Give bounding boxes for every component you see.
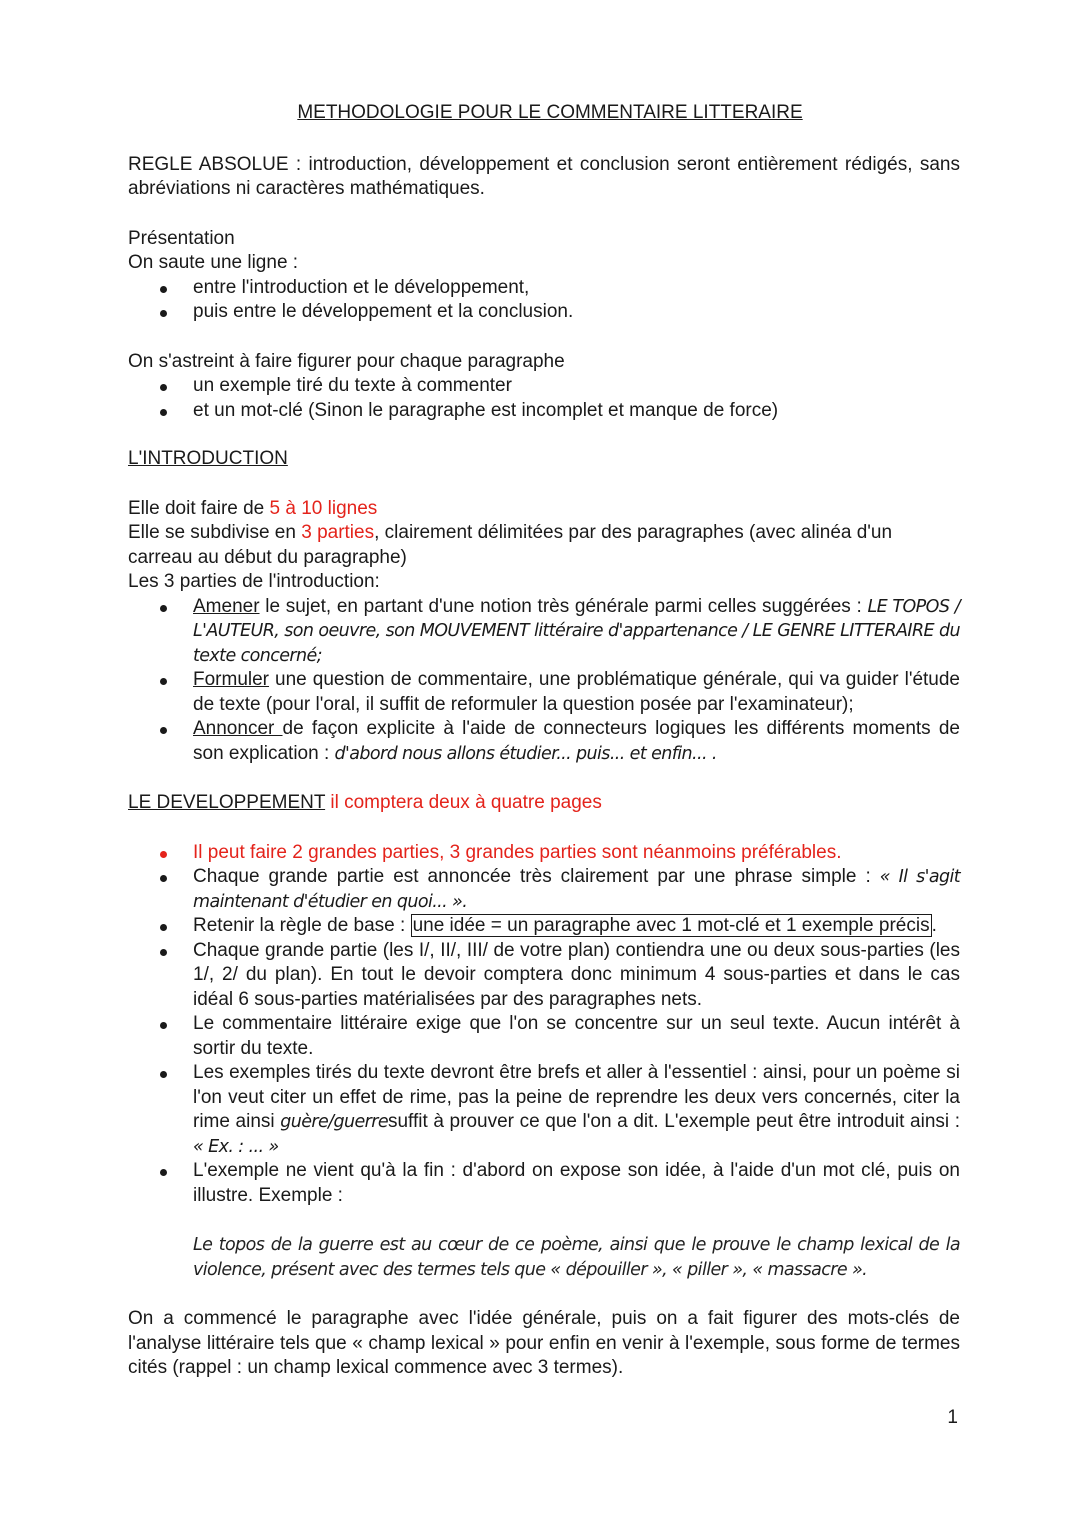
amener-keyword: Amener [193,595,260,617]
intro-parts-highlight: 3 parties [301,522,375,543]
list-item: entre l'introduction et le développement, [128,276,960,301]
presentation-list [128,276,960,325]
item-text: Les exemples tirés du texte devront être brefs et aller à l'essentiel : ainsi, pour un poème si l'on veut citer un effet de rime, pas la peine de reprendre les deux vers concernés, citer la rime ainsi [193,1062,960,1132]
list-item: puis entre le développement et la conclusion. [128,300,960,325]
list-item-amener [128,595,960,669]
regle-absolue-paragraph [128,153,960,202]
intro-line-length [128,497,960,522]
amener-text: le sujet, en partant d'une notion très générale parmi celles suggérées : [259,595,868,617]
example-paragraph: Le topos de la guerre est au cœur de ce poème, ainsi que le prouve le champ lexical de la violence, présent avec des termes tels que « dépouiller », « piller », « massacre ». [193,1235,960,1280]
list-item-formuler [128,668,960,717]
developpement-length: il comptera deux à quatre pages [325,792,602,813]
intro-parts-rest: , clairement délimitées par des paragraphes (avec alinéa d'un carreau au début du paragraphe) [128,522,893,568]
developpement-list [128,841,960,1209]
regle-text: : introduction, développement et conclusion seront entièrement rédigés, sans abréviations ni caractères mathématiques. [128,153,961,199]
item-text: suffit à prouver ce que l'on a dit. L'exemple peut être introduit ainsi : [387,1111,960,1132]
astreint-list [128,374,960,423]
page-title: METHODOLOGIE POUR LE COMMENTAIRE LITTERAIRE [297,102,803,123]
page-number: 1 [947,1407,958,1428]
presentation-heading: Présentation [128,227,235,249]
annoncer-example: d'abord nous allons étudier... puis... et enfin... . [334,743,717,764]
list-item [128,1061,960,1159]
list-item-annoncer [128,717,960,766]
item-text: . [931,915,937,936]
astreint-paragraph: On s'astreint à faire figurer pour chaque paragraphe [128,350,565,372]
list-item: L'exemple ne vient qu'à la fin : d'abord on expose son idée, à l'aide d'un mot clé, puis on illustre. Exemple : [128,1159,960,1208]
formuler-text: une question de commentaire, une problématique générale, qui va guider l'étude de texte (pour l'oral, il suffit de reformuler la question posée par l'examinateur); [193,669,960,715]
list-item: un exemple tiré du texte à commenter [128,374,960,399]
developpement-heading: LE DEVELOPPEMENT [128,792,326,813]
presentation-intro: On saute une ligne : [128,252,299,273]
intro-length-text: Elle doit faire de [128,497,270,519]
item-quote: « Il s'agit maintenant d'étudier en quoi... ». [193,867,960,912]
amener-examples: LE TOPOS / L'AUTEUR, son oeuvre, son MOUVEMENT littéraire d'appartenance / LE GENRE LITTERAIRE du texte concerné; [193,596,960,666]
formuler-keyword: Formuler [193,669,270,690]
item-text: Chaque grande partie est annoncée très clairement par une phrase simple : [193,866,880,887]
list-item: Il peut faire 2 grandes parties, 3 grandes parties sont néanmoins préférables. [128,841,960,866]
annoncer-keyword: Annoncer [193,718,283,739]
list-item: et un mot-clé (Sinon le paragraphe est incomplet et manque de force) [128,399,960,424]
intro-parts-text: Elle se subdivise en [128,522,302,543]
rhyme-example: guère/guerre [280,1112,388,1132]
list-item [128,865,960,914]
item-text: Retenir la règle de base : [193,915,411,936]
intro-parts-label: Les 3 parties de l'introduction: [128,571,380,592]
annoncer-text: de façon explicite à l'aide de connecteurs logiques les différents moments de son explication : [193,718,960,764]
list-item [128,914,960,939]
intro-parts-list [128,595,960,767]
document-content [128,101,960,1381]
regle-label: REGLE ABSOLUE [128,153,289,175]
introduction-heading: L'INTRODUCTION [128,448,288,469]
rule-box: une idée = un paragraphe avec 1 mot-clé et 1 exemple précis [412,915,930,936]
developpement-heading-line [128,791,960,816]
intro-length-highlight: 5 à 10 lignes [269,497,378,519]
explanation-paragraph: On a commencé le paragraphe avec l'idée générale, puis on a fait figurer des mots-clés de l'analyse littéraire tels que « champ lexical » pour enfin en venir à l'exemple, sous forme de termes cités (rappel : un champ lexical commence avec 3 termes). [128,1308,960,1378]
list-item: Le commentaire littéraire exige que l'on se concentre sur un seul texte. Aucun intérêt à sortir du texte. [128,1012,960,1061]
example-template: « Ex. : ... » [193,1136,279,1157]
list-item: Chaque grande partie (les I/, II/, III/ de votre plan) contiendra une ou deux sous-parties (les 1/, 2/ du plan). En tout le devoir comptera donc minimum 4 sous-parties et dans le cas idéal 6 sous-parties matérialisées par des paragraphes nets. [128,939,960,1013]
intro-line-parts [128,521,960,570]
